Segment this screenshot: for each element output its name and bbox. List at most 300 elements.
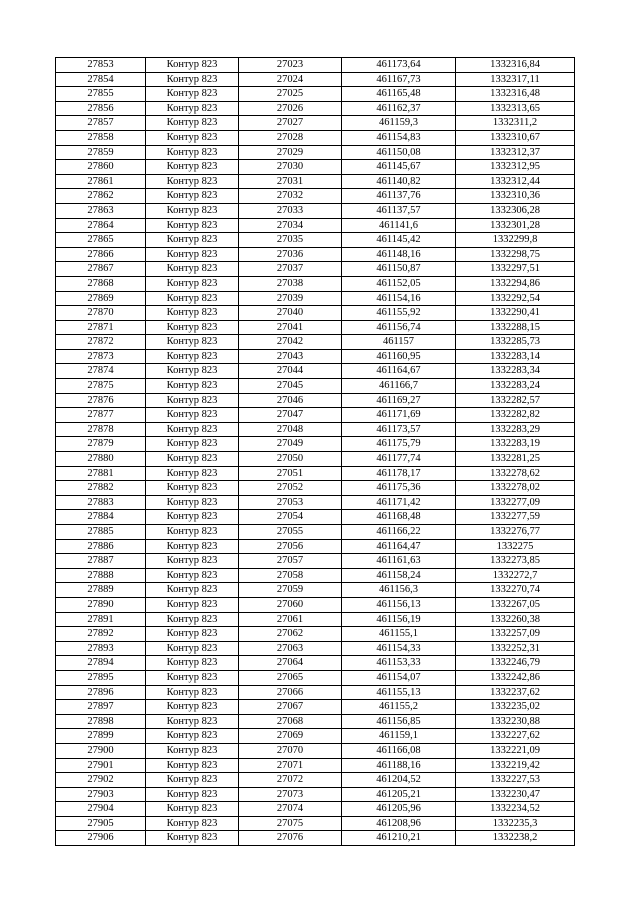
vertex-number-cell: 27039 [239, 291, 342, 306]
point-number-cell: 27863 [56, 203, 146, 218]
point-number-cell: 27869 [56, 291, 146, 306]
table-row [56, 58, 575, 73]
x-coordinate-cell: 461154,07 [342, 670, 456, 685]
x-coordinate-cell: 461167,73 [342, 72, 456, 87]
x-coordinate-cell: 461188,16 [342, 758, 456, 773]
contour-name-cell: Контур 823 [146, 729, 239, 744]
vertex-number-cell: 27070 [239, 743, 342, 758]
y-coordinate-cell: 1332312,95 [456, 160, 575, 175]
contour-name-cell: Контур 823 [146, 393, 239, 408]
x-coordinate-cell: 461175,36 [342, 481, 456, 496]
y-coordinate-cell: 1332312,37 [456, 145, 575, 160]
contour-name-cell: Контур 823 [146, 364, 239, 379]
vertex-number-cell: 27062 [239, 627, 342, 642]
point-number-cell: 27878 [56, 422, 146, 437]
y-coordinate-cell: 1332270,74 [456, 583, 575, 598]
vertex-number-cell: 27054 [239, 510, 342, 525]
x-coordinate-cell: 461177,74 [342, 452, 456, 467]
vertex-number-cell: 27048 [239, 422, 342, 437]
y-coordinate-cell: 1332235,02 [456, 700, 575, 715]
contour-name-cell: Контур 823 [146, 583, 239, 598]
contour-name-cell: Контур 823 [146, 408, 239, 423]
point-number-cell: 27886 [56, 539, 146, 554]
y-coordinate-cell: 1332297,51 [456, 262, 575, 277]
y-coordinate-cell: 1332283,24 [456, 379, 575, 394]
vertex-number-cell: 27033 [239, 203, 342, 218]
contour-name-cell: Контур 823 [146, 597, 239, 612]
contour-name-cell: Контур 823 [146, 758, 239, 773]
x-coordinate-cell: 461154,33 [342, 641, 456, 656]
point-number-cell: 27890 [56, 597, 146, 612]
x-coordinate-cell: 461152,05 [342, 276, 456, 291]
x-coordinate-cell: 461145,67 [342, 160, 456, 175]
vertex-number-cell: 27045 [239, 379, 342, 394]
contour-name-cell: Контур 823 [146, 700, 239, 715]
x-coordinate-cell: 461159,3 [342, 116, 456, 131]
point-number-cell: 27900 [56, 743, 146, 758]
y-coordinate-cell: 1332294,86 [456, 276, 575, 291]
contour-name-cell: Контур 823 [146, 320, 239, 335]
x-coordinate-cell: 461141,6 [342, 218, 456, 233]
x-coordinate-cell: 461157 [342, 335, 456, 350]
x-coordinate-cell: 461166,08 [342, 743, 456, 758]
y-coordinate-cell: 1332260,38 [456, 612, 575, 627]
y-coordinate-cell: 1332283,19 [456, 437, 575, 452]
y-coordinate-cell: 1332234,52 [456, 802, 575, 817]
x-coordinate-cell: 461165,48 [342, 87, 456, 102]
contour-name-cell: Контур 823 [146, 481, 239, 496]
y-coordinate-cell: 1332312,44 [456, 174, 575, 189]
contour-name-cell: Контур 823 [146, 714, 239, 729]
y-coordinate-cell: 1332282,82 [456, 408, 575, 423]
x-coordinate-cell: 461161,63 [342, 554, 456, 569]
table-row [56, 437, 575, 452]
x-coordinate-cell: 461166,22 [342, 525, 456, 540]
contour-name-cell: Контур 823 [146, 685, 239, 700]
point-number-cell: 27867 [56, 262, 146, 277]
contour-name-cell: Контур 823 [146, 218, 239, 233]
x-coordinate-cell: 461171,69 [342, 408, 456, 423]
table-row [56, 568, 575, 583]
point-number-cell: 27895 [56, 670, 146, 685]
y-coordinate-cell: 1332292,54 [456, 291, 575, 306]
contour-name-cell: Контур 823 [146, 510, 239, 525]
x-coordinate-cell: 461158,24 [342, 568, 456, 583]
vertex-number-cell: 27053 [239, 495, 342, 510]
vertex-number-cell: 27023 [239, 58, 342, 73]
point-number-cell: 27860 [56, 160, 146, 175]
vertex-number-cell: 27029 [239, 145, 342, 160]
point-number-cell: 27884 [56, 510, 146, 525]
contour-name-cell: Контур 823 [146, 831, 239, 846]
point-number-cell: 27885 [56, 525, 146, 540]
y-coordinate-cell: 1332235,3 [456, 816, 575, 831]
table-row [56, 802, 575, 817]
table-row [56, 495, 575, 510]
table-row [56, 218, 575, 233]
contour-name-cell: Контур 823 [146, 816, 239, 831]
contour-name-cell: Контур 823 [146, 670, 239, 685]
x-coordinate-cell: 461140,82 [342, 174, 456, 189]
point-number-cell: 27905 [56, 816, 146, 831]
vertex-number-cell: 27056 [239, 539, 342, 554]
point-number-cell: 27901 [56, 758, 146, 773]
y-coordinate-cell: 1332276,77 [456, 525, 575, 540]
vertex-number-cell: 27044 [239, 364, 342, 379]
vertex-number-cell: 27036 [239, 247, 342, 262]
vertex-number-cell: 27064 [239, 656, 342, 671]
x-coordinate-cell: 461159,1 [342, 729, 456, 744]
y-coordinate-cell: 1332252,31 [456, 641, 575, 656]
point-number-cell: 27859 [56, 145, 146, 160]
y-coordinate-cell: 1332221,09 [456, 743, 575, 758]
vertex-number-cell: 27055 [239, 525, 342, 540]
y-coordinate-cell: 1332277,59 [456, 510, 575, 525]
x-coordinate-cell: 461137,76 [342, 189, 456, 204]
point-number-cell: 27858 [56, 130, 146, 145]
y-coordinate-cell: 1332285,73 [456, 335, 575, 350]
vertex-number-cell: 27046 [239, 393, 342, 408]
contour-name-cell: Контур 823 [146, 656, 239, 671]
point-number-cell: 27876 [56, 393, 146, 408]
contour-name-cell: Контур 823 [146, 437, 239, 452]
vertex-number-cell: 27065 [239, 670, 342, 685]
x-coordinate-cell: 461137,57 [342, 203, 456, 218]
y-coordinate-cell: 1332272,7 [456, 568, 575, 583]
point-number-cell: 27879 [56, 437, 146, 452]
point-number-cell: 27871 [56, 320, 146, 335]
contour-name-cell: Контур 823 [146, 422, 239, 437]
table-row [56, 670, 575, 685]
vertex-number-cell: 27030 [239, 160, 342, 175]
y-coordinate-cell: 1332310,67 [456, 130, 575, 145]
vertex-number-cell: 27041 [239, 320, 342, 335]
x-coordinate-cell: 461155,13 [342, 685, 456, 700]
contour-name-cell: Контур 823 [146, 787, 239, 802]
table-row [56, 349, 575, 364]
vertex-number-cell: 27049 [239, 437, 342, 452]
table-row [56, 787, 575, 802]
contour-name-cell: Контур 823 [146, 554, 239, 569]
vertex-number-cell: 27068 [239, 714, 342, 729]
table-row [56, 72, 575, 87]
y-coordinate-cell: 1332219,42 [456, 758, 575, 773]
table-row [56, 627, 575, 642]
table-row [56, 422, 575, 437]
contour-name-cell: Контур 823 [146, 247, 239, 262]
table-row [56, 364, 575, 379]
contour-name-cell: Контур 823 [146, 743, 239, 758]
point-number-cell: 27868 [56, 276, 146, 291]
x-coordinate-cell: 461150,87 [342, 262, 456, 277]
vertex-number-cell: 27069 [239, 729, 342, 744]
x-coordinate-cell: 461205,21 [342, 787, 456, 802]
y-coordinate-cell: 1332283,29 [456, 422, 575, 437]
x-coordinate-cell: 461155,92 [342, 306, 456, 321]
y-coordinate-cell: 1332230,47 [456, 787, 575, 802]
vertex-number-cell: 27073 [239, 787, 342, 802]
y-coordinate-cell: 1332306,28 [456, 203, 575, 218]
contour-name-cell: Контур 823 [146, 641, 239, 656]
table-row [56, 174, 575, 189]
table-row [56, 160, 575, 175]
table-row [56, 597, 575, 612]
x-coordinate-cell: 461162,37 [342, 101, 456, 116]
vertex-number-cell: 27034 [239, 218, 342, 233]
x-coordinate-cell: 461169,27 [342, 393, 456, 408]
x-coordinate-cell: 461156,85 [342, 714, 456, 729]
contour-name-cell: Контур 823 [146, 627, 239, 642]
table-row [56, 758, 575, 773]
x-coordinate-cell: 461156,74 [342, 320, 456, 335]
point-number-cell: 27881 [56, 466, 146, 481]
contour-name-cell: Контур 823 [146, 145, 239, 160]
y-coordinate-cell: 1332316,84 [456, 58, 575, 73]
y-coordinate-cell: 1332290,41 [456, 306, 575, 321]
x-coordinate-cell: 461175,79 [342, 437, 456, 452]
table-row [56, 393, 575, 408]
vertex-number-cell: 27072 [239, 773, 342, 788]
x-coordinate-cell: 461156,3 [342, 583, 456, 598]
table-row [56, 743, 575, 758]
vertex-number-cell: 27040 [239, 306, 342, 321]
contour-name-cell: Контур 823 [146, 130, 239, 145]
x-coordinate-cell: 461156,19 [342, 612, 456, 627]
contour-name-cell: Контур 823 [146, 189, 239, 204]
y-coordinate-cell: 1332301,28 [456, 218, 575, 233]
point-number-cell: 27864 [56, 218, 146, 233]
x-coordinate-cell: 461164,67 [342, 364, 456, 379]
table-row [56, 262, 575, 277]
vertex-number-cell: 27027 [239, 116, 342, 131]
point-number-cell: 27902 [56, 773, 146, 788]
table-row [56, 831, 575, 846]
table-row [56, 130, 575, 145]
table-row [56, 612, 575, 627]
y-coordinate-cell: 1332227,62 [456, 729, 575, 744]
vertex-number-cell: 27031 [239, 174, 342, 189]
x-coordinate-cell: 461173,64 [342, 58, 456, 73]
y-coordinate-cell: 1332282,57 [456, 393, 575, 408]
table-row [56, 729, 575, 744]
x-coordinate-cell: 461156,13 [342, 597, 456, 612]
y-coordinate-cell: 1332238,2 [456, 831, 575, 846]
contour-name-cell: Контур 823 [146, 291, 239, 306]
point-number-cell: 27894 [56, 656, 146, 671]
x-coordinate-cell: 461171,42 [342, 495, 456, 510]
vertex-number-cell: 27026 [239, 101, 342, 116]
coordinates-table-body [56, 58, 575, 846]
table-row [56, 145, 575, 160]
table-row [56, 816, 575, 831]
point-number-cell: 27903 [56, 787, 146, 802]
x-coordinate-cell: 461150,08 [342, 145, 456, 160]
table-row [56, 641, 575, 656]
table-row [56, 510, 575, 525]
y-coordinate-cell: 1332267,05 [456, 597, 575, 612]
table-row [56, 583, 575, 598]
y-coordinate-cell: 1332316,48 [456, 87, 575, 102]
y-coordinate-cell: 1332257,09 [456, 627, 575, 642]
table-row [56, 525, 575, 540]
vertex-number-cell: 27067 [239, 700, 342, 715]
table-row [56, 276, 575, 291]
y-coordinate-cell: 1332299,8 [456, 233, 575, 248]
point-number-cell: 27892 [56, 627, 146, 642]
coordinates-table [55, 57, 575, 846]
point-number-cell: 27906 [56, 831, 146, 846]
x-coordinate-cell: 461210,21 [342, 831, 456, 846]
y-coordinate-cell: 1332313,65 [456, 101, 575, 116]
point-number-cell: 27883 [56, 495, 146, 510]
vertex-number-cell: 27028 [239, 130, 342, 145]
contour-name-cell: Контур 823 [146, 262, 239, 277]
table-row [56, 247, 575, 262]
y-coordinate-cell: 1332237,62 [456, 685, 575, 700]
contour-name-cell: Контур 823 [146, 612, 239, 627]
y-coordinate-cell: 1332277,09 [456, 495, 575, 510]
contour-name-cell: Контур 823 [146, 101, 239, 116]
vertex-number-cell: 27043 [239, 349, 342, 364]
x-coordinate-cell: 461154,16 [342, 291, 456, 306]
y-coordinate-cell: 1332298,75 [456, 247, 575, 262]
table-row [56, 306, 575, 321]
point-number-cell: 27873 [56, 349, 146, 364]
y-coordinate-cell: 1332283,34 [456, 364, 575, 379]
x-coordinate-cell: 461178,17 [342, 466, 456, 481]
y-coordinate-cell: 1332278,02 [456, 481, 575, 496]
table-row [56, 466, 575, 481]
table-row [56, 539, 575, 554]
contour-name-cell: Контур 823 [146, 525, 239, 540]
y-coordinate-cell: 1332311,2 [456, 116, 575, 131]
y-coordinate-cell: 1332278,62 [456, 466, 575, 481]
contour-name-cell: Контур 823 [146, 58, 239, 73]
point-number-cell: 27898 [56, 714, 146, 729]
vertex-number-cell: 27032 [239, 189, 342, 204]
y-coordinate-cell: 1332273,85 [456, 554, 575, 569]
x-coordinate-cell: 461160,95 [342, 349, 456, 364]
table-row [56, 335, 575, 350]
vertex-number-cell: 27060 [239, 597, 342, 612]
table-row [56, 408, 575, 423]
y-coordinate-cell: 1332227,53 [456, 773, 575, 788]
point-number-cell: 27896 [56, 685, 146, 700]
y-coordinate-cell: 1332317,11 [456, 72, 575, 87]
table-row [56, 554, 575, 569]
vertex-number-cell: 27042 [239, 335, 342, 350]
contour-name-cell: Контур 823 [146, 174, 239, 189]
vertex-number-cell: 27047 [239, 408, 342, 423]
table-row [56, 379, 575, 394]
x-coordinate-cell: 461155,1 [342, 627, 456, 642]
vertex-number-cell: 27052 [239, 481, 342, 496]
vertex-number-cell: 27063 [239, 641, 342, 656]
point-number-cell: 27862 [56, 189, 146, 204]
vertex-number-cell: 27061 [239, 612, 342, 627]
vertex-number-cell: 27075 [239, 816, 342, 831]
x-coordinate-cell: 461153,33 [342, 656, 456, 671]
y-coordinate-cell: 1332281,25 [456, 452, 575, 467]
table-row [56, 87, 575, 102]
table-row [56, 291, 575, 306]
vertex-number-cell: 27038 [239, 276, 342, 291]
table-row [56, 452, 575, 467]
vertex-number-cell: 27058 [239, 568, 342, 583]
contour-name-cell: Контур 823 [146, 466, 239, 481]
x-coordinate-cell: 461145,42 [342, 233, 456, 248]
table-row [56, 320, 575, 335]
point-number-cell: 27893 [56, 641, 146, 656]
point-number-cell: 27888 [56, 568, 146, 583]
contour-name-cell: Контур 823 [146, 539, 239, 554]
vertex-number-cell: 27024 [239, 72, 342, 87]
contour-name-cell: Контур 823 [146, 379, 239, 394]
table-row [56, 714, 575, 729]
point-number-cell: 27882 [56, 481, 146, 496]
point-number-cell: 27861 [56, 174, 146, 189]
vertex-number-cell: 27051 [239, 466, 342, 481]
table-row [56, 685, 575, 700]
point-number-cell: 27904 [56, 802, 146, 817]
table-row [56, 481, 575, 496]
table-row [56, 189, 575, 204]
vertex-number-cell: 27035 [239, 233, 342, 248]
point-number-cell: 27899 [56, 729, 146, 744]
y-coordinate-cell: 1332230,88 [456, 714, 575, 729]
point-number-cell: 27857 [56, 116, 146, 131]
table-row [56, 116, 575, 131]
vertex-number-cell: 27037 [239, 262, 342, 277]
x-coordinate-cell: 461155,2 [342, 700, 456, 715]
contour-name-cell: Контур 823 [146, 233, 239, 248]
point-number-cell: 27853 [56, 58, 146, 73]
contour-name-cell: Контур 823 [146, 87, 239, 102]
x-coordinate-cell: 461208,96 [342, 816, 456, 831]
vertex-number-cell: 27059 [239, 583, 342, 598]
point-number-cell: 27875 [56, 379, 146, 394]
y-coordinate-cell: 1332283,14 [456, 349, 575, 364]
x-coordinate-cell: 461166,7 [342, 379, 456, 394]
table-row [56, 101, 575, 116]
point-number-cell: 27897 [56, 700, 146, 715]
point-number-cell: 27872 [56, 335, 146, 350]
x-coordinate-cell: 461148,16 [342, 247, 456, 262]
point-number-cell: 27889 [56, 583, 146, 598]
contour-name-cell: Контур 823 [146, 452, 239, 467]
vertex-number-cell: 27066 [239, 685, 342, 700]
point-number-cell: 27880 [56, 452, 146, 467]
x-coordinate-cell: 461164,47 [342, 539, 456, 554]
table-row [56, 233, 575, 248]
x-coordinate-cell: 461154,83 [342, 130, 456, 145]
y-coordinate-cell: 1332246,79 [456, 656, 575, 671]
point-number-cell: 27877 [56, 408, 146, 423]
point-number-cell: 27855 [56, 87, 146, 102]
y-coordinate-cell: 1332275 [456, 539, 575, 554]
x-coordinate-cell: 461204,52 [342, 773, 456, 788]
table-row [56, 203, 575, 218]
point-number-cell: 27854 [56, 72, 146, 87]
contour-name-cell: Контур 823 [146, 72, 239, 87]
y-coordinate-cell: 1332310,36 [456, 189, 575, 204]
y-coordinate-cell: 1332288,15 [456, 320, 575, 335]
contour-name-cell: Контур 823 [146, 203, 239, 218]
vertex-number-cell: 27076 [239, 831, 342, 846]
point-number-cell: 27866 [56, 247, 146, 262]
contour-name-cell: Контур 823 [146, 335, 239, 350]
contour-name-cell: Контур 823 [146, 802, 239, 817]
